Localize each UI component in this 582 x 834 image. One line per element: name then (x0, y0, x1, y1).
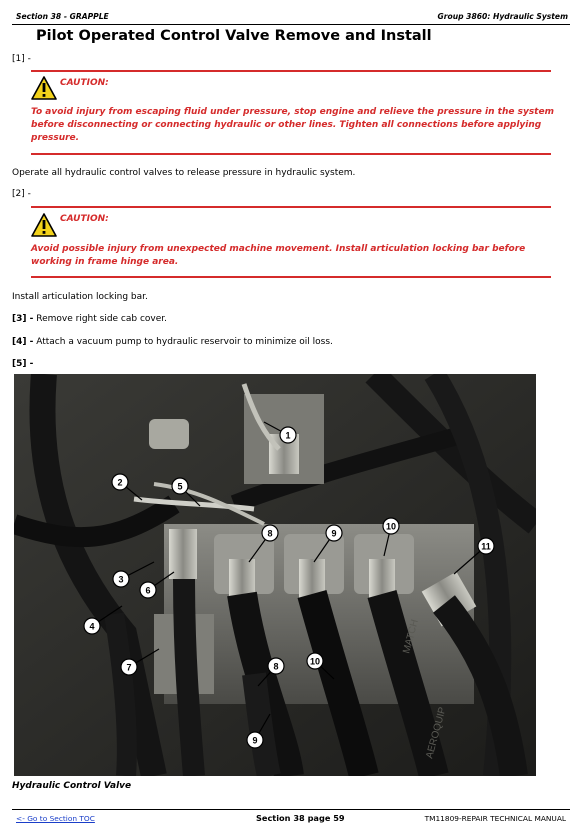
section-label: Section 38 - GRAPPLE (16, 12, 109, 21)
callout-6 (140, 582, 156, 598)
page-footer (12, 812, 570, 826)
callout-9-lower (247, 732, 263, 748)
callout-2 (112, 474, 128, 490)
caution-2-label: CAUTION: (60, 214, 109, 224)
step-4-text: Attach a vacuum pump to hydraulic reservoir to minimize oil loss. (36, 337, 333, 347)
caution-1-text: To avoid injury from escaping fluid under pressure, stop engine and relieve the pressure in the system before disconnecting or connecting hydraulic or other lines. Tighten all connections before applying pressure. (31, 107, 554, 143)
caution-1-top-rule (31, 70, 551, 72)
instruction-locking-bar: Install articulation locking bar. (12, 292, 148, 302)
svg-text:4: 4 (89, 621, 95, 632)
instruction-release-pressure: Operate all hydraulic control valves to release pressure in hydraulic system. (12, 168, 356, 178)
callout-9 (326, 525, 342, 541)
svg-text:10: 10 (309, 656, 321, 667)
footer-rule (12, 809, 570, 810)
warning-triangle-icon (31, 76, 57, 100)
caution-2-top-rule (31, 206, 551, 208)
hydraulic-control-valve-photo (14, 374, 536, 776)
svg-text:10: 10 (385, 521, 397, 532)
callout-11 (478, 538, 494, 554)
caution-1-bottom-rule (31, 153, 551, 155)
svg-text:5: 5 (177, 481, 183, 492)
step-3 (12, 314, 167, 324)
step-1-number: [1] - (12, 54, 31, 64)
svg-text:11: 11 (481, 541, 491, 552)
svg-text:3: 3 (118, 574, 124, 585)
step-2-number: [2] - (12, 189, 31, 199)
manual-name: TM11809-REPAIR TECHNICAL MANUAL (424, 814, 566, 823)
caution-2-bottom-rule (31, 276, 551, 278)
step-5 (12, 359, 33, 369)
step-4 (12, 337, 333, 347)
figure-caption: Hydraulic Control Valve (12, 781, 132, 791)
hose-text-aeroquip: AEROQUIP (424, 705, 449, 760)
callout-8-lower (268, 658, 284, 674)
warning-triangle-icon (31, 213, 57, 237)
callout-3 (113, 571, 129, 587)
caution-1-label: CAUTION: (60, 78, 109, 88)
hose-text-match: MATCH (401, 618, 421, 655)
svg-text:7: 7 (126, 662, 132, 673)
step-3-text: Remove right side cab cover. (36, 314, 168, 324)
svg-text:1: 1 (285, 430, 291, 441)
caution-2-text: Avoid possible injury from unexpected machine movement. Install articulation locking bar before working in frame hinge area. (31, 244, 526, 267)
page-number: Section 38 page 59 (256, 813, 345, 823)
page-title: Pilot Operated Control Valve Remove and Install (36, 28, 432, 44)
svg-text:8: 8 (273, 661, 279, 672)
callout-10 (383, 518, 399, 534)
page-header (12, 10, 570, 24)
callout-10-lower (307, 653, 323, 669)
svg-text:2: 2 (117, 477, 123, 488)
group-label: Group 3860: Hydraulic System (437, 12, 568, 21)
svg-text:8: 8 (267, 528, 273, 539)
callout-7 (121, 659, 137, 675)
callout-8 (262, 525, 278, 541)
callout-1 (280, 427, 296, 443)
svg-text:9: 9 (331, 528, 337, 539)
step-5-number: [5] - (12, 359, 34, 369)
header-rule (12, 24, 570, 25)
callout-4 (84, 618, 100, 634)
svg-text:6: 6 (145, 585, 151, 596)
section-toc-link[interactable]: <- Go to Section TOC (16, 814, 95, 823)
svg-text:9: 9 (252, 735, 258, 746)
callout-5 (172, 478, 188, 494)
step-3-number: [3] - (12, 314, 34, 324)
step-4-number: [4] - (12, 337, 34, 347)
